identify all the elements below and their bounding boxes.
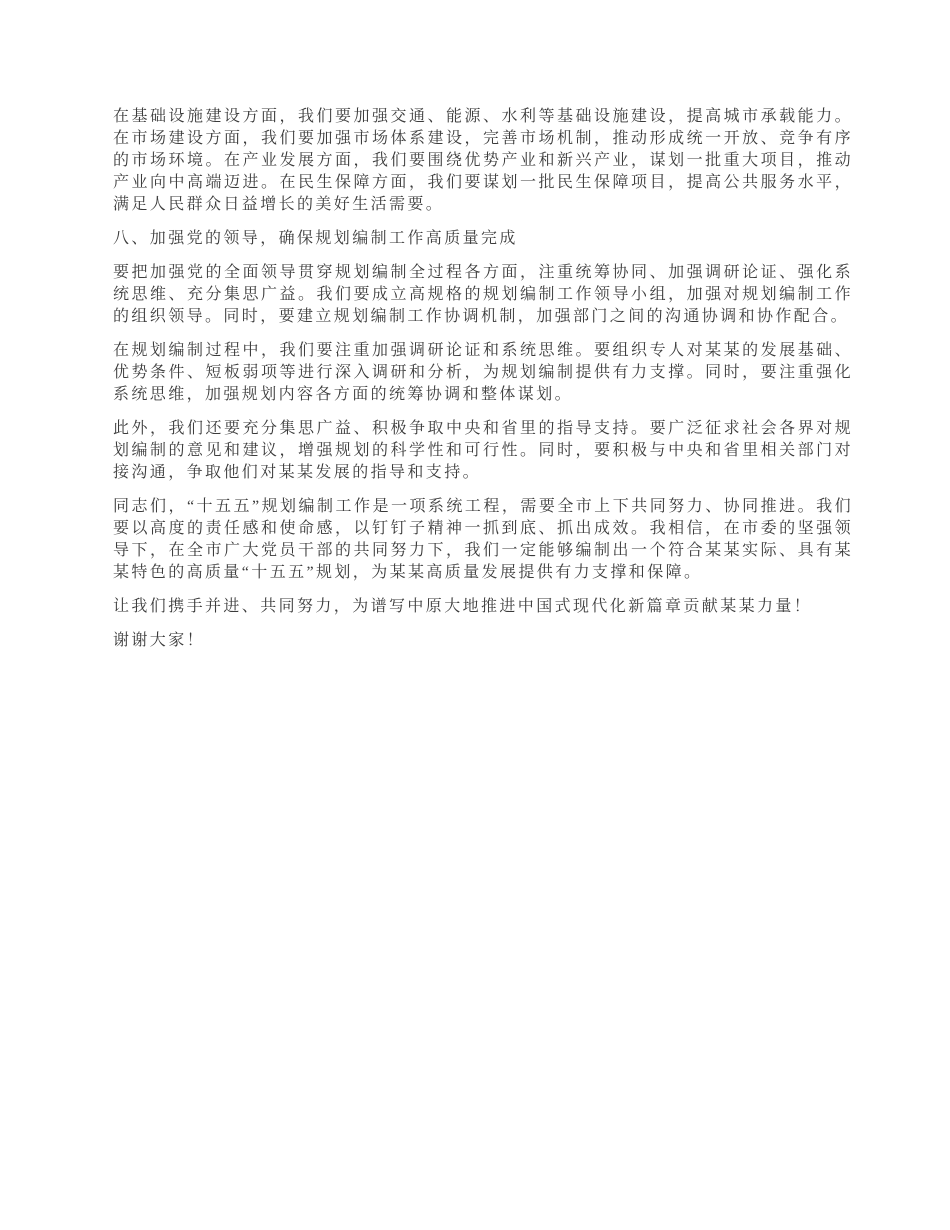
document-content <box>113 106 853 664</box>
paragraph-party-leadership: 要把加强党的全面领导贯穿规划编制全过程各方面，注重统筹协同、加强调研论证、强化系统思维、充分集思广益。我们要成立高规格的规划编制工作领导小组，加强对规划编制工作的组织领导。同时，要建立规划编制工作协调机制，加强部门之间的沟通协调和协作配合。 <box>113 264 853 325</box>
section-heading-party-leadership: 八、加强党的领导，确保规划编制工作高质量完成 <box>113 230 518 247</box>
paragraph-infrastructure: 在基础设施建设方面，我们要加强交通、能源、水利等基础设施建设，提高城市承载能力。在市场建设方面，我们要加强市场体系建设，完善市场机制，推动形成统一开放、竞争有序的市场环境。在产业发展方面，我们要围绕优势产业和新兴产业，谋划一批重大项目，推动产业向中高端迈进。在民生保障方面，我们要谋划一批民生保障项目，提高公共服务水平，满足人民群众日益增长的美好生活需要。 <box>113 108 853 213</box>
paragraph-thanks: 谢谢大家！ <box>113 632 206 649</box>
paragraph-research-systems-thinking: 在规划编制过程中，我们要注重加强调研论证和系统思维。要组织专人对某某的发展基础、优势条件、短板弱项等进行深入调研和分析，为规划编制提供有力支撑。同时，要注重强化系统思维，加强规划内容各方面的统筹协调和整体谋划。 <box>113 342 853 403</box>
paragraph-solicit-opinions: 此外，我们还要充分集思广益、积极争取中央和省里的指导支持。要广泛征求社会各界对规划编制的意见和建议，增强规划的科学性和可行性。同时，要积极与中央和省里相关部门对接沟通，争取他们对某某发展的指导和支持。 <box>113 420 853 481</box>
paragraph-call-to-action: 让我们携手并进、共同努力，为谱写中原大地推进中国式现代化新篇章贡献某某力量！ <box>113 598 813 615</box>
paragraph-comrades-summary: 同志们，“十五五”规划编制工作是一项系统工程，需要全市上下共同努力、协同推进。我们要以高度的责任感和使命感，以钉钉子精神一抓到底、抓出成效。我相信，在市委的坚强领导下，在全市广大党员干部的共同努力下，我们一定能够编制出一个符合某某实际、具有某某特色的高质量“十五五”规划，为某某高质量发展提供有力支撑和保障。 <box>113 498 853 581</box>
